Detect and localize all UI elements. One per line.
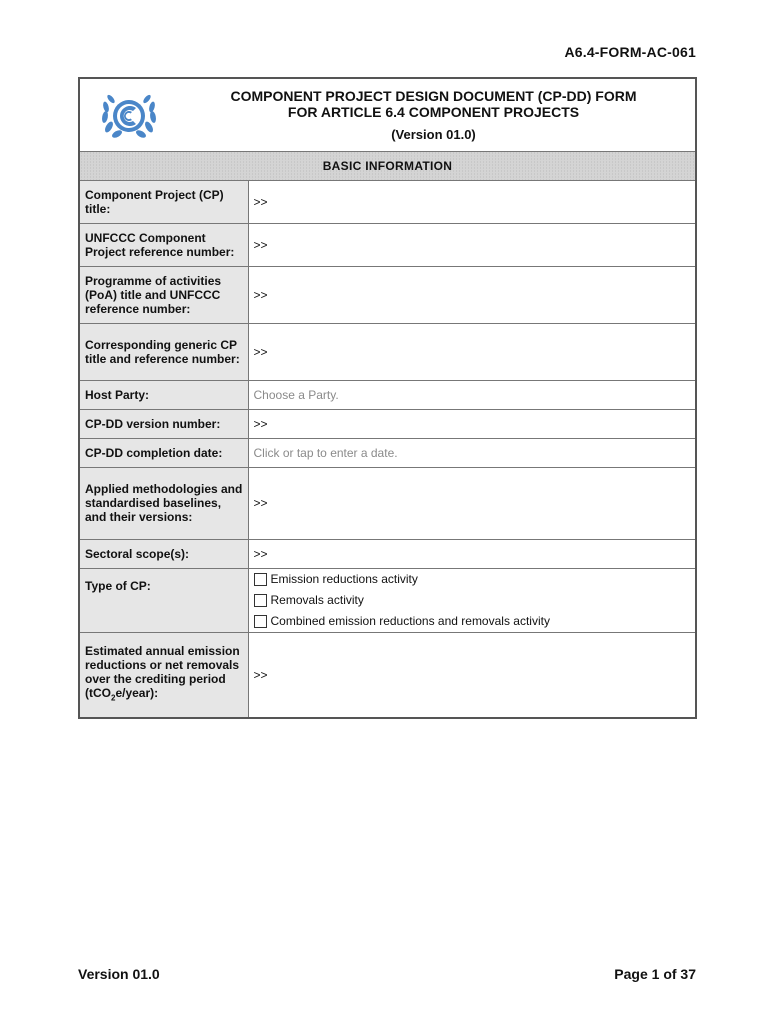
option-removals[interactable] xyxy=(252,590,693,611)
methodologies-field[interactable]: >> xyxy=(248,467,696,539)
row-sectoral-scope xyxy=(79,539,696,568)
unfccc-ref-field[interactable]: >> xyxy=(248,223,696,266)
row-type-of-cp xyxy=(79,568,696,632)
estimated-annual-label-text: Estimated annual emission reductions or net removals over the crediting period (tCO xyxy=(85,644,240,701)
row-poa-title xyxy=(79,266,696,323)
estimated-annual-label-unit: e/year): xyxy=(115,686,159,701)
removals-checkbox[interactable] xyxy=(254,594,267,607)
row-host-party xyxy=(79,380,696,409)
option-emission-reductions[interactable] xyxy=(252,569,693,590)
generic-cp-field[interactable]: >> xyxy=(248,323,696,380)
combined-checkbox[interactable] xyxy=(254,615,267,628)
unfccc-ref-label: UNFCCC Component Project reference number: xyxy=(79,223,248,266)
removals-label: Removals activity xyxy=(270,593,364,607)
header-row xyxy=(79,78,696,151)
sectoral-scope-label: Sectoral scope(s): xyxy=(79,539,248,568)
emission-reductions-checkbox[interactable] xyxy=(254,573,267,586)
row-cpdd-date xyxy=(79,438,696,467)
poa-title-label: Programme of activities (PoA) title and UNFCCC reference number: xyxy=(79,266,248,323)
unfccc-logo-icon xyxy=(99,89,159,143)
header-cell xyxy=(79,78,696,151)
option-combined[interactable] xyxy=(252,611,693,632)
cp-title-label: Component Project (CP) title: xyxy=(79,180,248,223)
row-methodologies xyxy=(79,467,696,539)
form-title-block xyxy=(176,88,691,143)
emission-reductions-label: Emission reductions activity xyxy=(270,572,418,586)
estimated-annual-field[interactable]: >> xyxy=(248,632,696,718)
row-cp-title xyxy=(79,180,696,223)
cpdd-form-table xyxy=(78,77,697,719)
form-title-line-2: FOR ARTICLE 6.4 COMPONENT PROJECTS xyxy=(287,104,580,120)
co2-subscript: 2 xyxy=(111,693,116,703)
generic-cp-label: Corresponding generic CP title and reference number: xyxy=(79,323,248,380)
form-version-label: (Version 01.0) xyxy=(391,127,476,142)
sectoral-scope-field[interactable]: >> xyxy=(248,539,696,568)
type-of-cp-label: Type of CP: xyxy=(79,568,248,632)
section-heading: BASIC INFORMATION xyxy=(79,151,696,180)
poa-title-field[interactable]: >> xyxy=(248,266,696,323)
cpdd-version-field[interactable]: >> xyxy=(248,409,696,438)
host-party-label: Host Party: xyxy=(79,380,248,409)
host-party-dropdown[interactable]: Choose a Party. xyxy=(248,380,696,409)
cpdd-version-label: CP-DD version number: xyxy=(79,409,248,438)
row-cpdd-version xyxy=(79,409,696,438)
row-unfccc-ref xyxy=(79,223,696,266)
cpdd-date-picker[interactable]: Click or tap to enter a date. xyxy=(248,438,696,467)
row-estimated-annual xyxy=(79,632,696,718)
estimated-annual-label xyxy=(79,632,248,718)
combined-label: Combined emission reductions and removals activity xyxy=(270,614,550,628)
form-title-line-1: COMPONENT PROJECT DESIGN DOCUMENT (CP-DD) FORM xyxy=(230,88,637,104)
methodologies-label: Applied methodologies and standardised baselines, and their versions: xyxy=(79,467,248,539)
cp-title-field[interactable]: >> xyxy=(248,180,696,223)
cpdd-date-label: CP-DD completion date: xyxy=(79,438,248,467)
type-of-cp-options xyxy=(248,568,696,632)
footer-page-number: Page 1 of 37 xyxy=(614,966,696,982)
row-generic-cp xyxy=(79,323,696,380)
section-row xyxy=(79,151,696,180)
footer-version: Version 01.0 xyxy=(78,966,160,982)
form-code: A6.4-FORM-AC-061 xyxy=(564,44,696,60)
